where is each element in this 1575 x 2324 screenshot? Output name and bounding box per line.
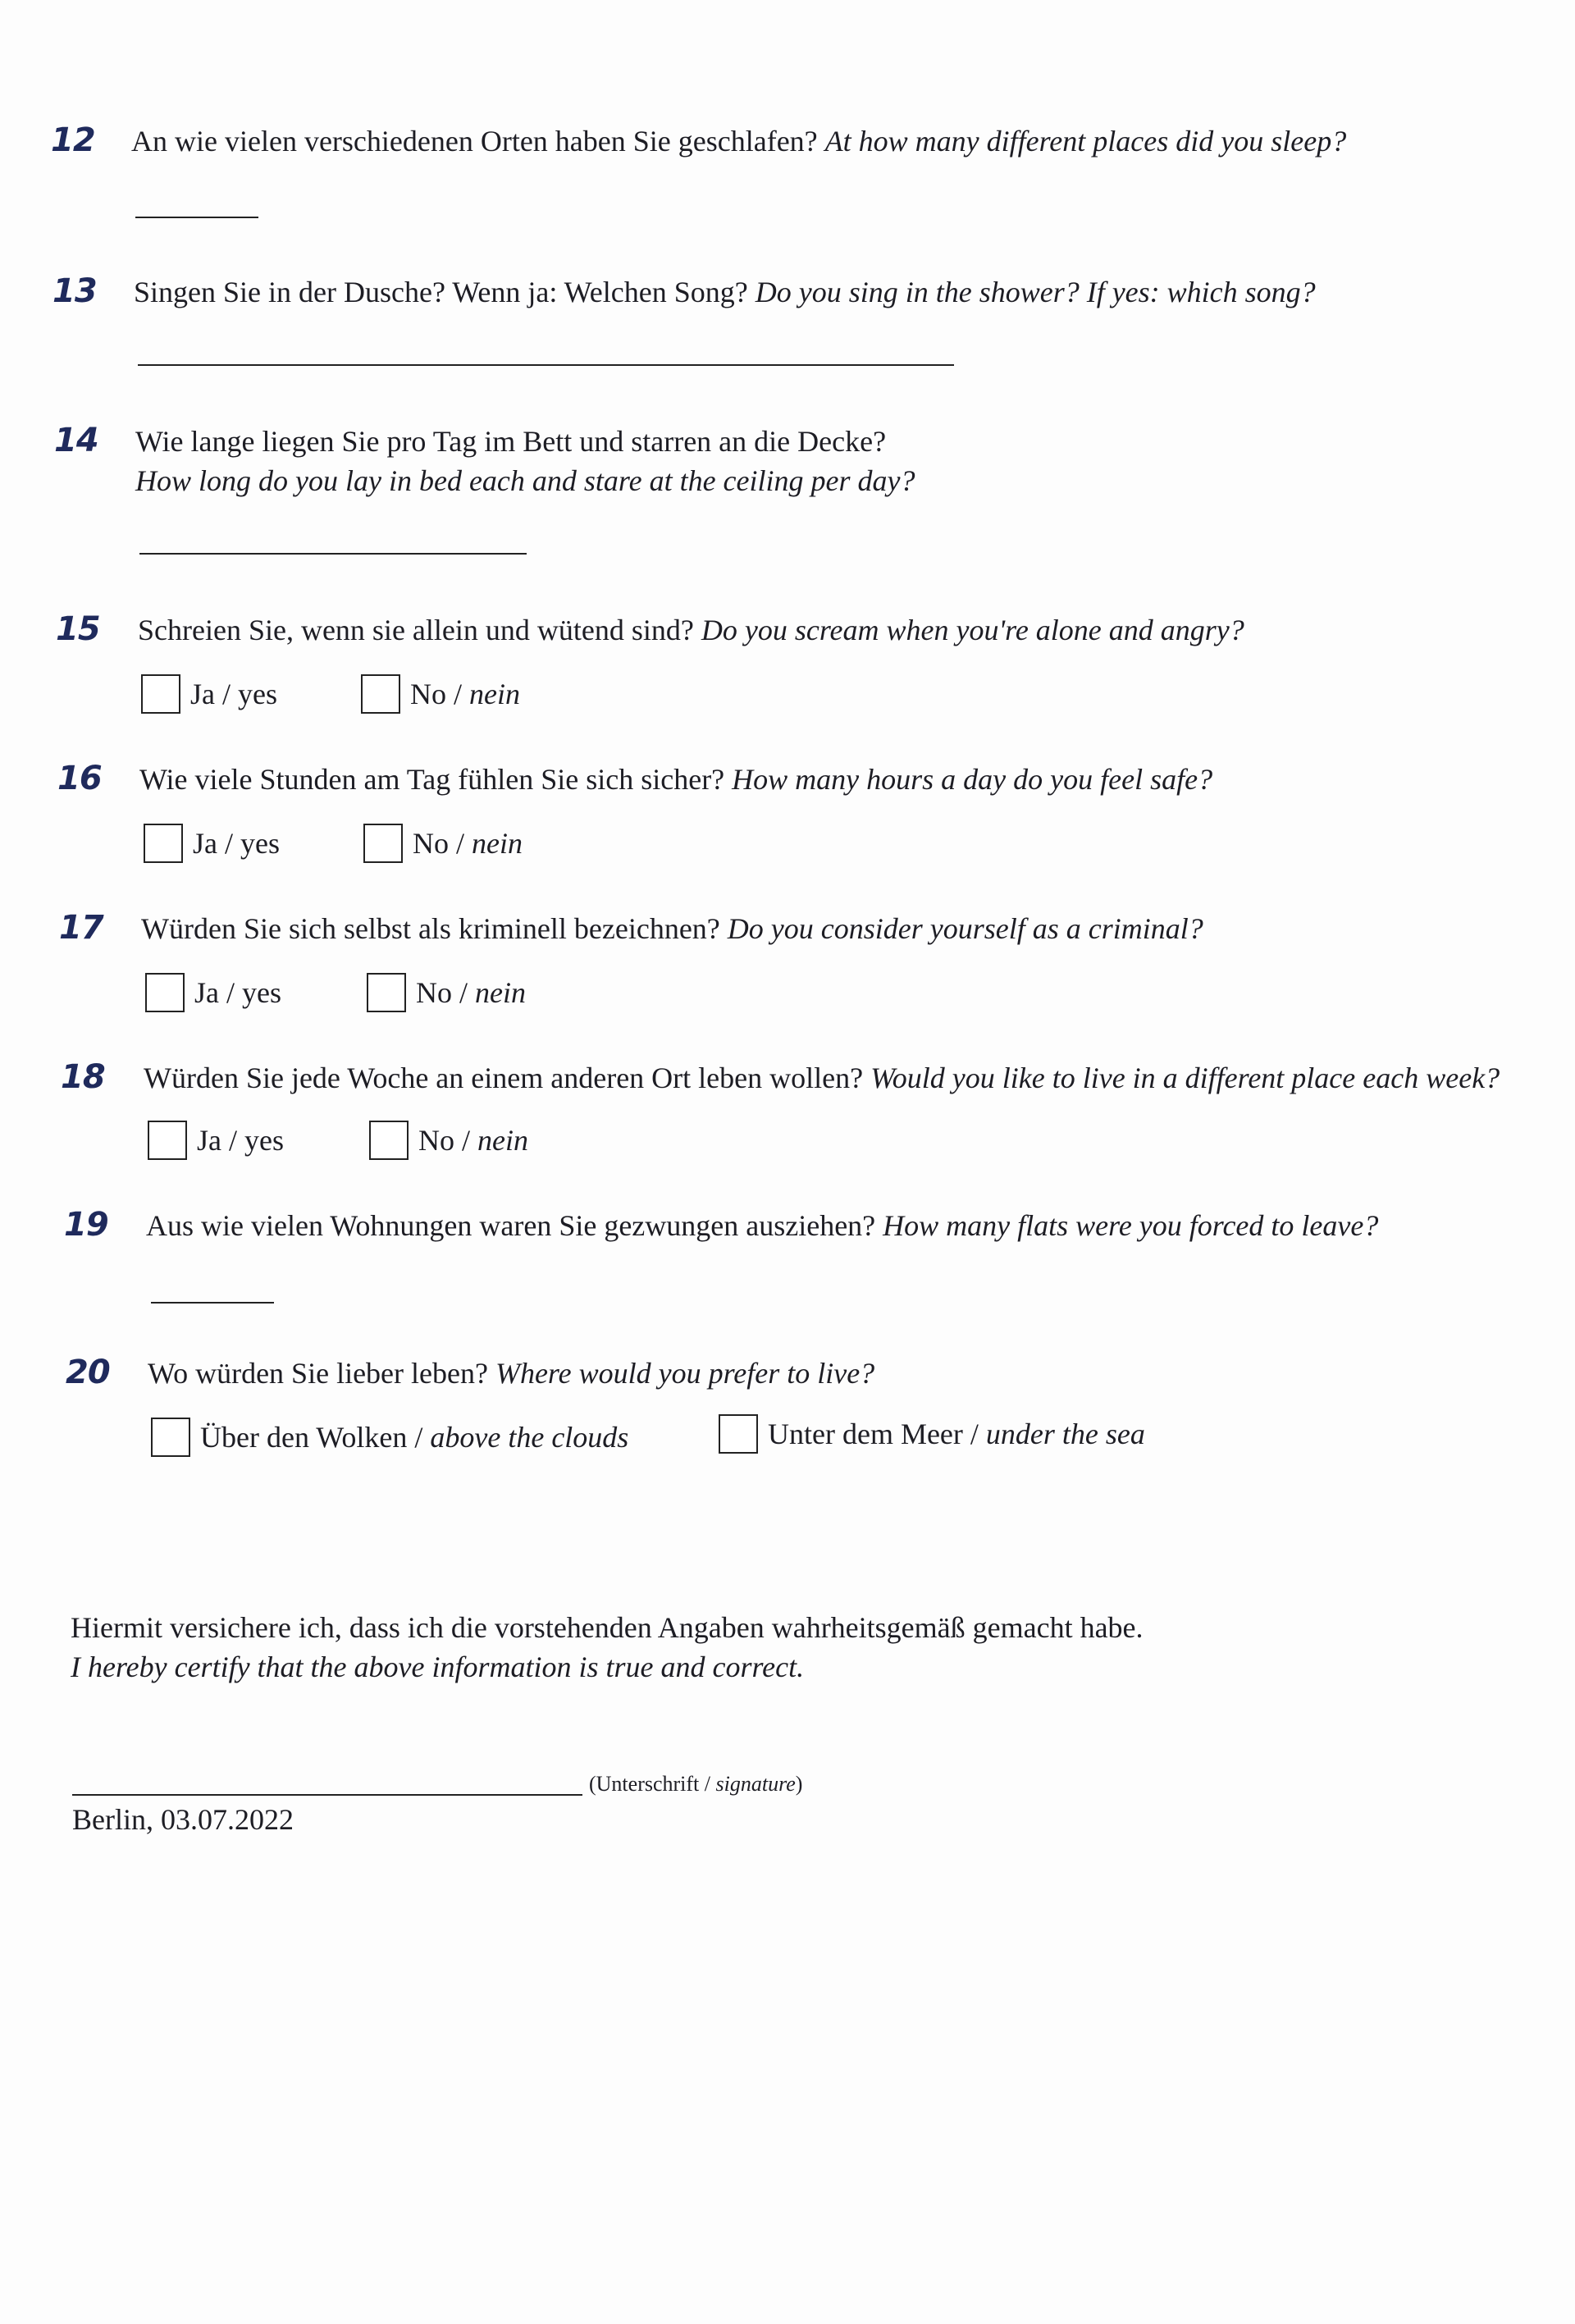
- place-date: Berlin, 03.07.2022: [72, 1803, 294, 1836]
- option-17-no-de: No /: [416, 976, 468, 1009]
- question-15-text: [138, 610, 1244, 650]
- option-15-yes-de: Ja /: [190, 678, 231, 710]
- signature-caption-de: (Unterschrift /: [589, 1772, 711, 1796]
- option-17-no-en: nein: [475, 976, 526, 1009]
- option-15-yes[interactable]: [141, 674, 277, 714]
- certification-de: Hiermit versichere ich, dass ich die vorstehenden Angaben wahrheitsgemäß gemacht habe.: [71, 1611, 1144, 1644]
- option-20-sea-de: Unter dem Meer /: [768, 1418, 979, 1450]
- option-18-yes[interactable]: [148, 1121, 284, 1160]
- checkbox-17-yes[interactable]: [145, 973, 185, 1012]
- option-18-no[interactable]: [369, 1121, 528, 1160]
- question-number-20: 20: [66, 1354, 110, 1391]
- question-number-19: 19: [64, 1206, 108, 1244]
- question-number-15: 15: [56, 610, 100, 648]
- signature-line[interactable]: [72, 1794, 582, 1796]
- question-14-en: How long do you lay in bed each and stare at the ceiling per day?: [135, 464, 915, 497]
- question-18-text: [144, 1058, 1500, 1098]
- question-19-text: [146, 1206, 1378, 1245]
- option-20-sea[interactable]: [719, 1414, 1145, 1454]
- option-16-no-de: No /: [413, 827, 464, 860]
- option-17-yes[interactable]: [145, 973, 281, 1012]
- signature-caption-en: signature: [715, 1772, 796, 1796]
- question-17-text: [141, 909, 1203, 948]
- option-16-yes-en: yes: [240, 827, 280, 860]
- option-15-yes-en: yes: [238, 678, 277, 710]
- question-16-text: [139, 760, 1212, 799]
- option-17-yes-de: Ja /: [194, 976, 235, 1009]
- checkbox-16-no[interactable]: [363, 824, 403, 863]
- question-13-de: Singen Sie in der Dusche? Wenn ja: Welchen Song?: [134, 276, 748, 308]
- option-17-no[interactable]: [367, 973, 526, 1012]
- option-20-clouds[interactable]: [151, 1418, 628, 1457]
- question-17-de: Würden Sie sich selbst als kriminell bezeichnen?: [141, 912, 720, 945]
- signature-caption-end: ): [795, 1772, 803, 1796]
- answer-line-14[interactable]: [139, 553, 527, 555]
- checkbox-16-yes[interactable]: [144, 824, 183, 863]
- question-13-text: [134, 272, 1316, 312]
- answer-line-13[interactable]: [138, 364, 954, 366]
- question-16-en: How many hours a day do you feel safe?: [732, 763, 1213, 796]
- option-16-yes-de: Ja /: [193, 827, 233, 860]
- question-16-de: Wie viele Stunden am Tag fühlen Sie sich sicher?: [139, 763, 725, 796]
- question-12-text: [131, 121, 1346, 161]
- question-number-14: 14: [54, 422, 98, 459]
- option-18-yes-en: yes: [244, 1124, 284, 1157]
- question-number-17: 17: [59, 909, 103, 947]
- checkbox-18-no[interactable]: [369, 1121, 409, 1160]
- certification-en: I hereby certify that the above information is true and correct.: [71, 1651, 805, 1683]
- option-15-no[interactable]: [361, 674, 520, 714]
- option-15-no-de: No /: [410, 678, 462, 710]
- option-18-no-en: nein: [477, 1124, 528, 1157]
- option-16-no[interactable]: [363, 824, 523, 863]
- signature-caption: [589, 1772, 802, 1797]
- question-15-en: Do you scream when you're alone and angry?: [701, 614, 1244, 646]
- question-number-16: 16: [57, 760, 102, 797]
- option-18-no-de: No /: [418, 1124, 470, 1157]
- question-19-de: Aus wie vielen Wohnungen waren Sie gezwungen ausziehen?: [146, 1209, 876, 1242]
- question-number-13: 13: [52, 272, 97, 310]
- question-20-text: [148, 1354, 874, 1393]
- checkbox-18-yes[interactable]: [148, 1121, 187, 1160]
- question-15-de: Schreien Sie, wenn sie allein und wütend sind?: [138, 614, 694, 646]
- question-13-en: Do you sing in the shower? If yes: which song?: [755, 276, 1316, 308]
- question-12-en: At how many different places did you sleep?: [824, 125, 1347, 158]
- checkbox-15-no[interactable]: [361, 674, 400, 714]
- question-14-de: Wie lange liegen Sie pro Tag im Bett und starren an die Decke?: [135, 425, 887, 458]
- question-19-en: How many flats were you forced to leave?: [883, 1209, 1379, 1242]
- question-17-en: Do you consider yourself as a criminal?: [727, 912, 1203, 945]
- question-14-text: [135, 422, 915, 500]
- checkbox-15-yes[interactable]: [141, 674, 180, 714]
- question-20-de: Wo würden Sie lieber leben?: [148, 1357, 488, 1390]
- option-18-yes-de: Ja /: [197, 1124, 237, 1157]
- question-18-en: Would you like to live in a different place each week?: [870, 1062, 1500, 1094]
- option-16-no-en: nein: [472, 827, 523, 860]
- option-15-no-en: nein: [469, 678, 520, 710]
- question-18-de: Würden Sie jede Woche an einem anderen Ort leben wollen?: [144, 1062, 864, 1094]
- question-number-18: 18: [61, 1058, 105, 1096]
- question-20-en: Where would you prefer to live?: [495, 1357, 875, 1390]
- checkbox-17-no[interactable]: [367, 973, 406, 1012]
- checkbox-20-clouds[interactable]: [151, 1418, 190, 1457]
- answer-line-19[interactable]: [151, 1302, 274, 1304]
- option-20-clouds-de: Über den Wolken /: [200, 1421, 423, 1454]
- question-12-de: An wie vielen verschiedenen Orten haben Sie geschlafen?: [131, 125, 818, 158]
- option-16-yes[interactable]: [144, 824, 280, 863]
- option-20-clouds-en: above the clouds: [430, 1421, 629, 1454]
- question-number-12: 12: [51, 121, 95, 159]
- option-17-yes-en: yes: [242, 976, 281, 1009]
- checkbox-20-sea[interactable]: [719, 1414, 758, 1454]
- answer-line-12[interactable]: [135, 217, 258, 218]
- option-20-sea-en: under the sea: [985, 1418, 1145, 1450]
